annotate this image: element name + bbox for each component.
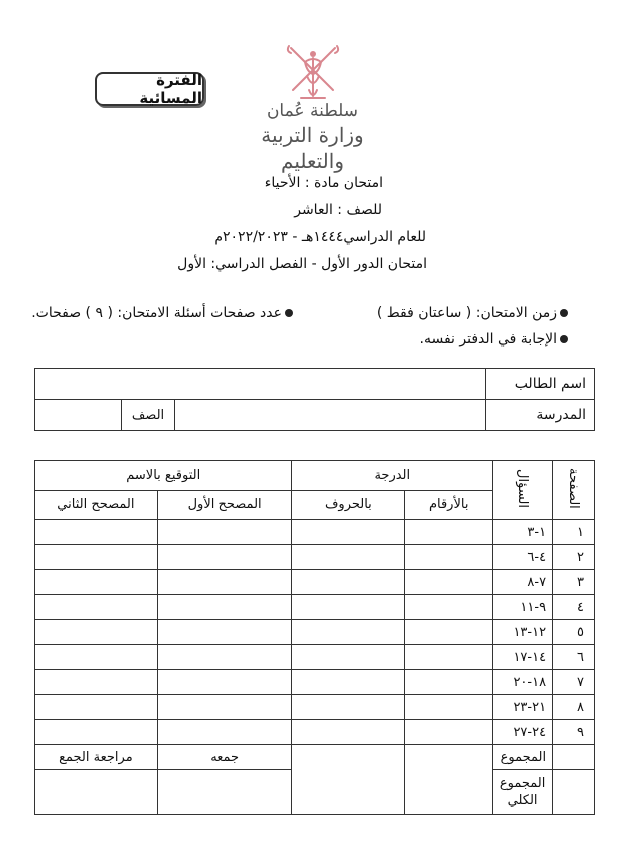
school-field[interactable] [175, 400, 486, 431]
corrector1-cell[interactable] [157, 570, 292, 595]
letters-cell[interactable] [292, 720, 405, 745]
table-row [35, 570, 595, 595]
col-header-letters: بالحروف [292, 490, 405, 520]
table-row [35, 645, 595, 670]
letters-cell[interactable] [292, 670, 405, 695]
corrector1-cell[interactable] [157, 620, 292, 645]
table-row [35, 695, 595, 720]
corrector1-cell[interactable] [157, 545, 292, 570]
digits-cell[interactable] [405, 645, 493, 670]
row-page: ٤ [553, 595, 595, 620]
corrector2-cell[interactable] [35, 595, 158, 620]
digits-cell[interactable] [405, 570, 493, 595]
corrector2-cell[interactable] [35, 645, 158, 670]
letters-cell[interactable] [292, 595, 405, 620]
row-page: ٩ [553, 720, 595, 745]
period-box [95, 72, 204, 106]
col-header-page: الصفحة [553, 461, 595, 520]
row-page: ٢ [553, 545, 595, 570]
bullet-icon [285, 309, 293, 317]
student-name-field[interactable] [35, 369, 486, 400]
corrector2-cell[interactable] [35, 720, 158, 745]
total-letters-cell[interactable] [292, 745, 405, 815]
table-row [35, 670, 595, 695]
row-page: ٣ [553, 570, 595, 595]
col-header-signature: التوقيع بالاسم [35, 461, 292, 491]
corrector1-cell[interactable] [157, 695, 292, 720]
corrector1-cell[interactable] [157, 720, 292, 745]
col-header-digits: بالأرقام [405, 490, 493, 520]
digits-cell[interactable] [405, 595, 493, 620]
class-label: الصف [122, 400, 175, 431]
table-row [35, 620, 595, 645]
col-header-corrector2: المصحح الثاني [35, 490, 158, 520]
letters-cell[interactable] [292, 545, 405, 570]
added-by-signature-cell[interactable] [157, 770, 292, 815]
grand-total-empty-cell [553, 770, 595, 815]
exam-pages [31, 305, 293, 321]
total-empty-cell [553, 745, 595, 770]
total-review-label: مراجعة الجمع [35, 745, 158, 770]
exam-grade: للصف : العاشر [294, 202, 382, 218]
col-header-grade: الدرجة [292, 461, 493, 491]
exam-time-text: زمن الامتحان: ( ساعتان فقط ) [376, 305, 557, 321]
exam-subject: امتحان مادة : الأحياء [264, 175, 383, 191]
ministry-name: وزارة التربية والتعليم [261, 123, 364, 173]
row-questions: ١-٣ [493, 520, 553, 545]
row-questions: ٩-١١ [493, 595, 553, 620]
sultanate-name: سلطنة عُمان [266, 101, 359, 121]
corrector2-cell[interactable] [35, 695, 158, 720]
col-header-corrector1: المصحح الأول [157, 490, 292, 520]
student-info-table [34, 368, 595, 431]
answer-note [420, 331, 568, 347]
digits-cell[interactable] [405, 545, 493, 570]
table-row [35, 520, 595, 545]
digits-cell[interactable] [405, 620, 493, 645]
letters-cell[interactable] [292, 620, 405, 645]
grand-total-label: المجموع الكلي [493, 770, 553, 815]
row-questions: ١٢-١٣ [493, 620, 553, 645]
exam-year: للعام الدراسي١٤٤٤هـ - ٢٠٢٢/٢٠٢٣م [214, 229, 426, 245]
student-name-label: اسم الطالب [486, 369, 595, 400]
row-questions: ١٤-١٧ [493, 645, 553, 670]
corrector2-cell[interactable] [35, 545, 158, 570]
school-label: المدرسة [486, 400, 595, 431]
row-page: ٨ [553, 695, 595, 720]
row-questions: ٢١-٢٣ [493, 695, 553, 720]
corrector2-cell[interactable] [35, 520, 158, 545]
total-digits-cell[interactable] [405, 745, 493, 815]
table-row [35, 720, 595, 745]
added-by-label: جمعه [157, 745, 292, 770]
row-questions: ٤-٦ [493, 545, 553, 570]
exam-pages-text: عدد صفحات أسئلة الامتحان: ( ٩ ) صفحات. [31, 305, 282, 321]
row-questions: ٢٤-٢٧ [493, 720, 553, 745]
corrector1-cell[interactable] [157, 645, 292, 670]
total-review-signature-cell[interactable] [35, 770, 158, 815]
corrector2-cell[interactable] [35, 620, 158, 645]
answer-note-text: الإجابة في الدفتر نفسه. [419, 331, 557, 347]
letters-cell[interactable] [292, 695, 405, 720]
corrector1-cell[interactable] [157, 520, 292, 545]
row-questions: ٧-٨ [493, 570, 553, 595]
period-label: الفترة المسائية [139, 71, 202, 107]
grades-table [34, 460, 595, 815]
bullet-icon [560, 335, 568, 343]
digits-cell[interactable] [405, 520, 493, 545]
exam-time [377, 305, 568, 321]
row-questions: ١٨-٢٠ [493, 670, 553, 695]
corrector1-cell[interactable] [157, 595, 292, 620]
digits-cell[interactable] [405, 670, 493, 695]
digits-cell[interactable] [405, 695, 493, 720]
table-row [35, 545, 595, 570]
ministry-header [235, 100, 390, 174]
corrector1-cell[interactable] [157, 670, 292, 695]
table-row [35, 595, 595, 620]
oman-emblem-icon [283, 40, 343, 102]
letters-cell[interactable] [292, 645, 405, 670]
row-page: ٥ [553, 620, 595, 645]
total-label: المجموع [493, 745, 553, 770]
digits-cell[interactable] [405, 720, 493, 745]
row-page: ٦ [553, 645, 595, 670]
col-header-question: السؤال [493, 461, 553, 520]
corrector2-cell[interactable] [35, 570, 158, 595]
letters-cell[interactable] [292, 570, 405, 595]
letters-cell[interactable] [292, 520, 405, 545]
corrector2-cell[interactable] [35, 670, 158, 695]
row-page: ١ [553, 520, 595, 545]
bullet-icon [560, 309, 568, 317]
exam-session: امتحان الدور الأول - الفصل الدراسي: الأول [177, 256, 427, 272]
row-page: ٧ [553, 670, 595, 695]
class-field[interactable] [35, 400, 122, 431]
